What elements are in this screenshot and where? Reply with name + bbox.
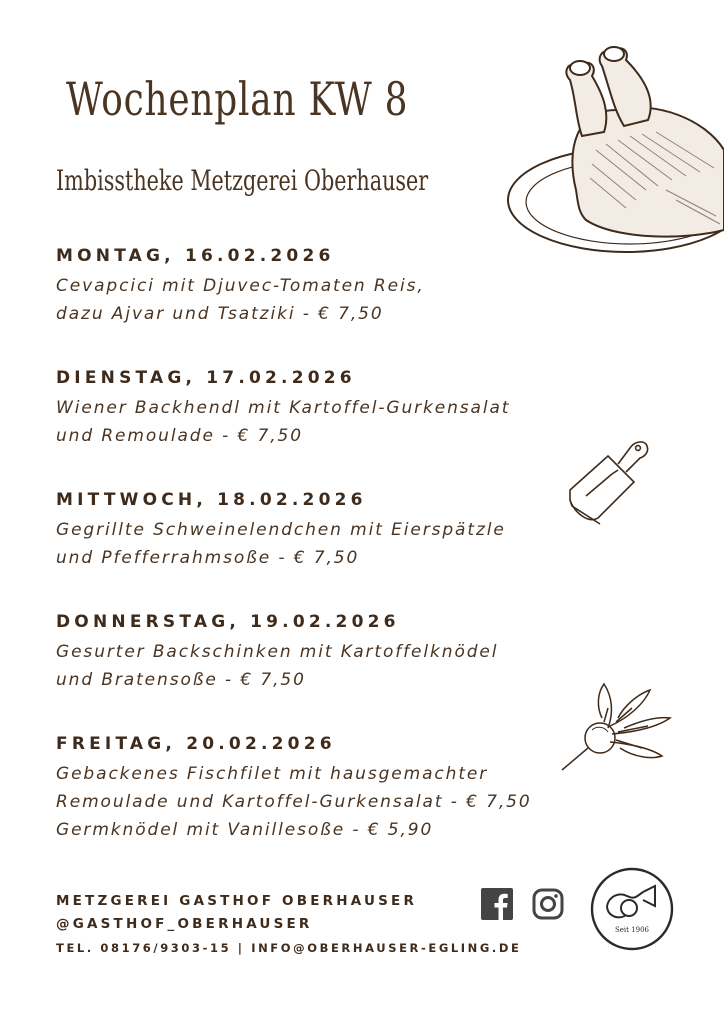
dish-line: und Remoulade - € 7,50: [56, 426, 303, 446]
dish-line: dazu Ajvar und Tsatziki - € 7,50: [56, 304, 384, 324]
dish-line: Germknödel mit Vanillesoße - € 5,90: [56, 820, 434, 840]
day-block-tuesday: [56, 368, 510, 450]
instagram-icon[interactable]: [532, 888, 564, 920]
business-name: METZGEREI GASTHOF OBERHAUSER: [56, 893, 418, 909]
dish-line: und Bratensoße - € 7,50: [56, 670, 306, 690]
day-heading: FREITAG, 20.02.2026: [56, 734, 336, 754]
day-heading: DIENSTAG, 17.02.2026: [56, 368, 356, 388]
day-block-thursday: [56, 612, 498, 694]
dish-line: Gebackenes Fischfilet mit hausgemachter: [56, 764, 489, 784]
page-subtitle: Imbisstheke Metzgerei Oberhauser: [56, 164, 429, 197]
cutting-board-illustration: [564, 434, 650, 526]
day-block-monday: [56, 246, 425, 328]
day-heading: MITTWOCH, 18.02.2026: [56, 490, 367, 510]
dish-line: Gesurter Backschinken mit Kartoffelknödel: [56, 642, 499, 662]
dish-line: Wiener Backhendl mit Kartoffel-Gurkensalat: [56, 398, 511, 418]
day-heading: DONNERSTAG, 19.02.2026: [56, 612, 400, 632]
contact-line[interactable]: TEL. 08176/9303-15 | INFO@OBERHAUSER-EGLING.DE: [56, 941, 522, 955]
page-title: Wochenplan KW 8: [66, 72, 409, 126]
dish-line: Cevapcici mit Djuvec-Tomaten Reis,: [56, 276, 425, 296]
radish-illustration: [558, 678, 676, 776]
dish-line: Remoulade und Kartoffel-Gurkensalat - € 7,50: [56, 792, 532, 812]
social-handle[interactable]: @GASTHOF_OBERHAUSER: [56, 916, 313, 932]
dish-line: Gegrillte Schweinelendchen mit Eierspätzle: [56, 520, 506, 540]
logo-tagline: Seit 1906: [614, 926, 650, 934]
footer: [56, 890, 522, 960]
day-block-friday: [56, 734, 532, 844]
facebook-icon[interactable]: [481, 888, 513, 920]
roast-chicken-illustration: [506, 40, 724, 262]
dish-line: und Pfefferrahmsoße - € 7,50: [56, 548, 360, 568]
gasthof-logo: [589, 866, 675, 952]
day-block-wednesday: [56, 490, 506, 572]
day-heading: MONTAG, 16.02.2026: [56, 246, 335, 266]
